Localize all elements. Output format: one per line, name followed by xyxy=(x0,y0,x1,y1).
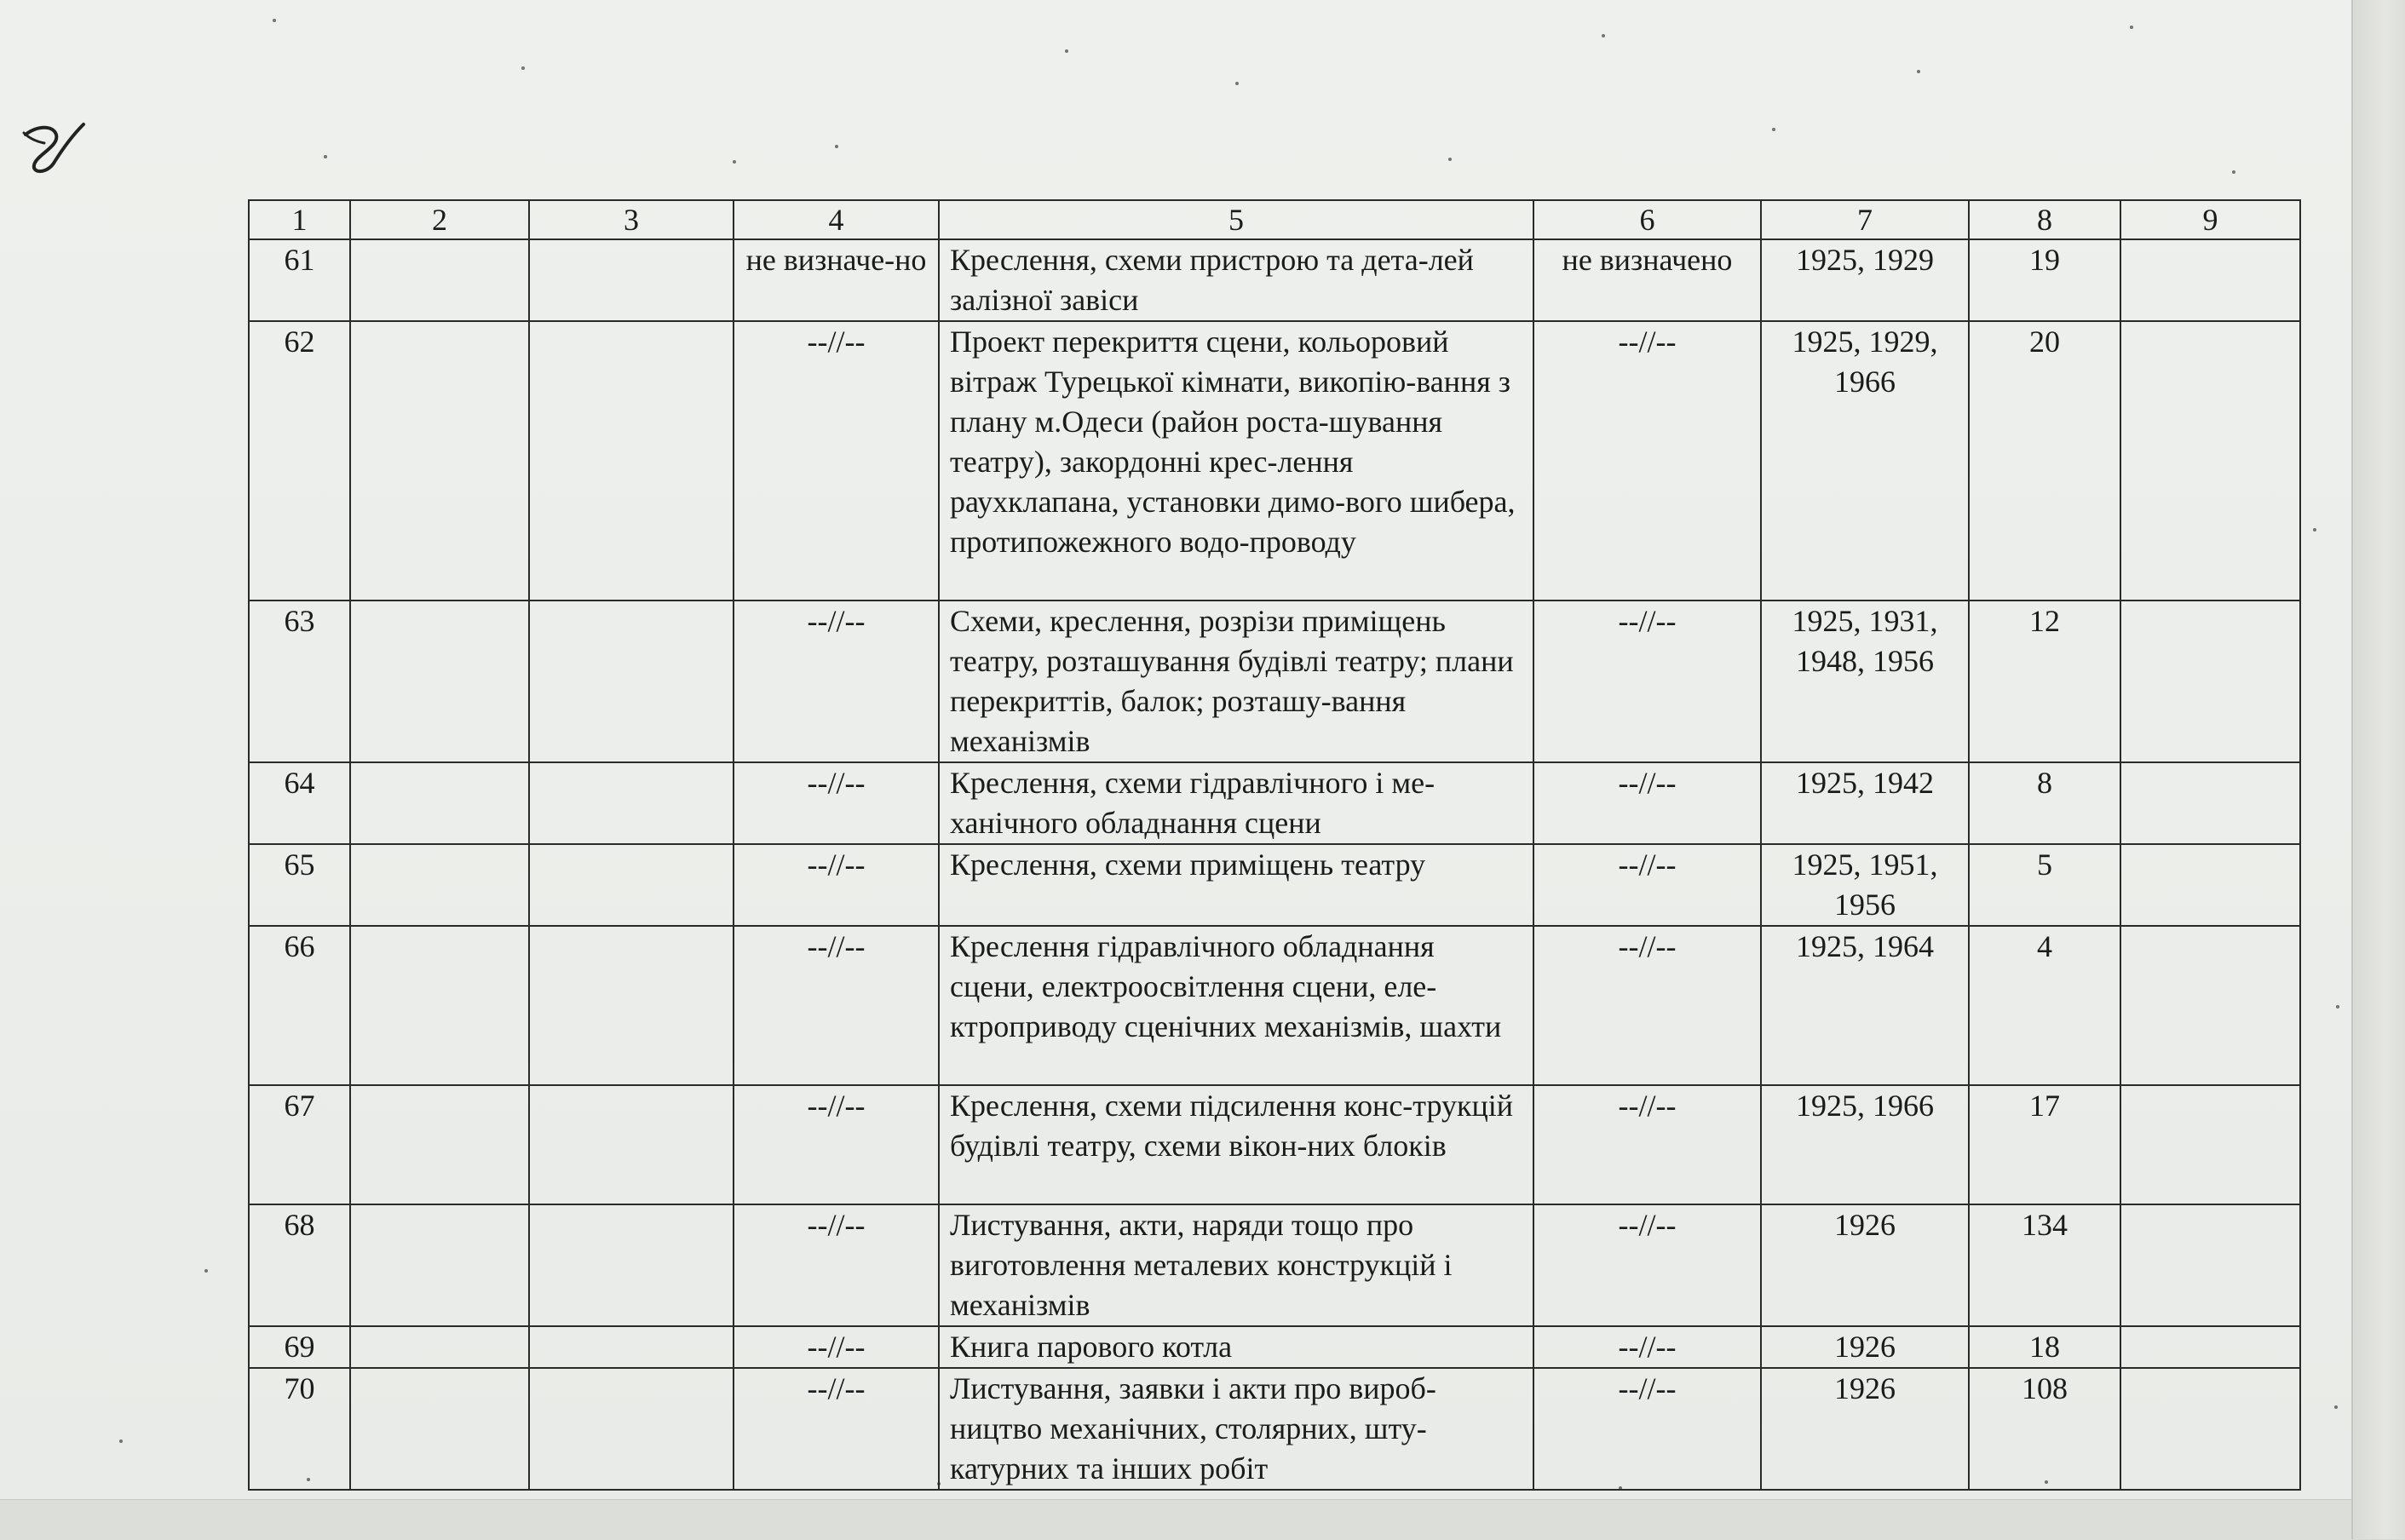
item-number: 69 xyxy=(249,1326,350,1368)
cell-count: 8 xyxy=(1969,762,2120,844)
cell-description: Креслення, схеми гідравлічного і ме-ханічного обладнання сцени xyxy=(939,762,1533,844)
cell-dates: 1925, 1964 xyxy=(1761,926,1969,1085)
cell-description: Листування, заявки і акти про вироб-ництво механічних, столярних, шту-катурних та інших робіт xyxy=(939,1368,1533,1490)
table-row xyxy=(249,844,2300,926)
cell-col2 xyxy=(350,762,529,844)
header-cell-6: 6 xyxy=(1533,200,1761,239)
cell-col2 xyxy=(350,1085,529,1204)
cell-description: Схеми, креслення, розрізи приміщень театру, розташування будівлі театру; плани перекриттів, балок; розташу-вання механізмів xyxy=(939,600,1533,762)
item-number: 65 xyxy=(249,844,350,926)
table-row xyxy=(249,1368,2300,1490)
cell-count: 5 xyxy=(1969,844,2120,926)
cell-author: --//-- xyxy=(734,321,939,600)
table-row xyxy=(249,1326,2300,1368)
cell-notes xyxy=(2120,600,2300,762)
cell-col6: --//-- xyxy=(1533,844,1761,926)
cell-count: 18 xyxy=(1969,1326,2120,1368)
cell-author: --//-- xyxy=(734,1326,939,1368)
cell-col6: --//-- xyxy=(1533,926,1761,1085)
header-cell-7: 7 xyxy=(1761,200,1969,239)
cell-description: Креслення гідравлічного обладнання сцени, електроосвітлення сцени, еле-ктроприводу сценічних механізмів, шахти xyxy=(939,926,1533,1085)
cell-dates: 1925, 1931, 1948, 1956 xyxy=(1761,600,1969,762)
cell-col3 xyxy=(529,1368,734,1490)
header-cell-4: 4 xyxy=(734,200,939,239)
cell-col6: --//-- xyxy=(1533,1368,1761,1490)
cell-notes xyxy=(2120,926,2300,1085)
cell-col6: --//-- xyxy=(1533,1204,1761,1326)
cell-description: Листування, акти, наряди тощо про виготовлення металевих конструкцій і механізмів xyxy=(939,1204,1533,1326)
cell-notes xyxy=(2120,1326,2300,1368)
cell-col3 xyxy=(529,321,734,600)
cell-col3 xyxy=(529,600,734,762)
header-cell-1: 1 xyxy=(249,200,350,239)
header-cell-5: 5 xyxy=(939,200,1533,239)
table-row xyxy=(249,1204,2300,1326)
table-row xyxy=(249,762,2300,844)
cell-col2 xyxy=(350,844,529,926)
cell-col3 xyxy=(529,239,734,321)
item-number: 64 xyxy=(249,762,350,844)
cell-dates: 1925, 1966 xyxy=(1761,1085,1969,1204)
cell-col6: --//-- xyxy=(1533,1085,1761,1204)
header-row xyxy=(249,200,2300,239)
cell-author: --//-- xyxy=(734,1368,939,1490)
cell-notes xyxy=(2120,1204,2300,1326)
cell-col2 xyxy=(350,321,529,600)
cell-author: --//-- xyxy=(734,600,939,762)
header-cell-3: 3 xyxy=(529,200,734,239)
cell-col6: --//-- xyxy=(1533,600,1761,762)
cell-dates: 1925, 1942 xyxy=(1761,762,1969,844)
cell-col6: --//-- xyxy=(1533,1326,1761,1368)
handwritten-page-number xyxy=(19,118,87,177)
cell-notes xyxy=(2120,1368,2300,1490)
cell-col2 xyxy=(350,600,529,762)
cell-col6: --//-- xyxy=(1533,321,1761,600)
cell-author: --//-- xyxy=(734,926,939,1085)
cell-author: --//-- xyxy=(734,762,939,844)
cell-author: --//-- xyxy=(734,1085,939,1204)
cell-notes xyxy=(2120,1085,2300,1204)
item-number: 68 xyxy=(249,1204,350,1326)
cell-notes xyxy=(2120,762,2300,844)
cell-col2 xyxy=(350,1368,529,1490)
cell-col6: --//-- xyxy=(1533,762,1761,844)
cell-description: Креслення, схеми пристрою та дета-лей залізної завіси xyxy=(939,239,1533,321)
cell-author: не визначе-но xyxy=(734,239,939,321)
cell-dates: 1925, 1951, 1956 xyxy=(1761,844,1969,926)
cell-dates: 1925, 1929 xyxy=(1761,239,1969,321)
scan-border xyxy=(0,1499,2351,1540)
cell-dates: 1925, 1929, 1966 xyxy=(1761,321,1969,600)
cell-count: 17 xyxy=(1969,1085,2120,1204)
cell-col3 xyxy=(529,844,734,926)
table-row xyxy=(249,1085,2300,1204)
cell-dates: 1926 xyxy=(1761,1326,1969,1368)
cell-notes xyxy=(2120,239,2300,321)
cell-col2 xyxy=(350,1326,529,1368)
cell-count: 108 xyxy=(1969,1368,2120,1490)
cell-count: 134 xyxy=(1969,1204,2120,1326)
table-row xyxy=(249,600,2300,762)
item-number: 61 xyxy=(249,239,350,321)
item-number: 63 xyxy=(249,600,350,762)
cell-description: Креслення, схеми приміщень театру xyxy=(939,844,1533,926)
item-number: 62 xyxy=(249,321,350,600)
cell-count: 19 xyxy=(1969,239,2120,321)
archive-register-table xyxy=(248,199,2301,1491)
item-number: 70 xyxy=(249,1368,350,1490)
header-cell-8: 8 xyxy=(1969,200,2120,239)
cell-notes xyxy=(2120,321,2300,600)
cell-description: Креслення, схеми підсилення конс-трукцій будівлі театру, схеми вікон-них блоків xyxy=(939,1085,1533,1204)
page-edge xyxy=(2351,0,2405,1539)
cell-col6: не визначено xyxy=(1533,239,1761,321)
cell-col3 xyxy=(529,1326,734,1368)
cell-dates: 1926 xyxy=(1761,1204,1969,1326)
table-row xyxy=(249,239,2300,321)
item-number: 67 xyxy=(249,1085,350,1204)
cell-notes xyxy=(2120,844,2300,926)
item-number: 66 xyxy=(249,926,350,1085)
cell-description: Книга парового котла xyxy=(939,1326,1533,1368)
cell-col2 xyxy=(350,1204,529,1326)
cell-col2 xyxy=(350,239,529,321)
cell-col3 xyxy=(529,762,734,844)
header-cell-9: 9 xyxy=(2120,200,2300,239)
table-row xyxy=(249,926,2300,1085)
cell-col3 xyxy=(529,1085,734,1204)
cell-dates: 1926 xyxy=(1761,1368,1969,1490)
cell-count: 4 xyxy=(1969,926,2120,1085)
table-row xyxy=(249,321,2300,600)
cell-author: --//-- xyxy=(734,1204,939,1326)
cell-col2 xyxy=(350,926,529,1085)
cell-author: --//-- xyxy=(734,844,939,926)
cell-description: Проект перекриття сцени, кольоровий вітраж Турецької кімнати, викопію-вання з плану м.Одеси (район роста-шування театру), закордонні крес-лення раухклапана, установки димо-вого шибера, протипожежного водо-проводу xyxy=(939,321,1533,600)
cell-col3 xyxy=(529,1204,734,1326)
cell-count: 20 xyxy=(1969,321,2120,600)
header-cell-2: 2 xyxy=(350,200,529,239)
cell-col3 xyxy=(529,926,734,1085)
cell-count: 12 xyxy=(1969,600,2120,762)
